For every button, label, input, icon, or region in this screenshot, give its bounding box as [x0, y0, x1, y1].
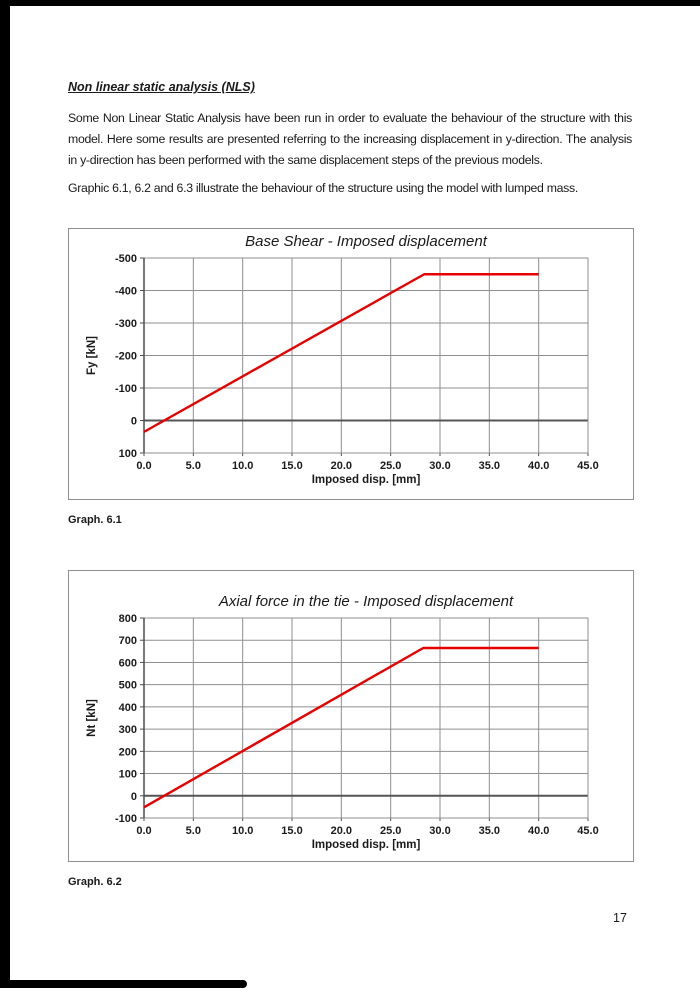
axial-force-chart-svg: [69, 571, 633, 861]
section-heading: Non linear static analysis (NLS): [68, 80, 255, 94]
x-tick-label: 5.0: [185, 460, 201, 472]
x-tick-label: 30.0: [429, 825, 451, 837]
x-tick-label: 10.0: [231, 825, 254, 837]
x-tick-label: 35.0: [478, 460, 501, 472]
chart-title: Base Shear - Imposed displacement: [245, 233, 487, 250]
scan-edge-top: [0, 0, 700, 6]
plot-area: [86, 233, 599, 486]
y-axis-title: Fy [kN]: [86, 336, 98, 375]
x-tick-label: 5.0: [185, 825, 201, 837]
y-tick-label: -100: [114, 813, 137, 825]
y-tick-label: 0: [130, 415, 137, 428]
x-tick-label: 20.0: [330, 460, 353, 472]
x-tick-label: 15.0: [281, 825, 303, 837]
y-tick-label: 500: [118, 679, 137, 692]
body-paragraph: Some Non Linear Static Analysis have been run in order to evaluate the behaviour of the structure with this model. Here some results are presented referring to the increasing displacement in y-direction. The analysis in y-direction has been performed with the same displacement steps of the previous models.: [68, 111, 632, 167]
x-tick-label: 25.0: [379, 825, 402, 837]
body-paragraph: Graphic 6.1, 6.2 and 6.3 illustrate the behaviour of the structure using the model with lumped mass.: [68, 181, 578, 195]
y-tick-label: -500: [114, 253, 137, 265]
x-tick-label: 35.0: [478, 825, 501, 837]
x-tick-label: 15.0: [281, 460, 303, 472]
x-tick-label: 30.0: [429, 460, 451, 472]
scan-edge-bottom: [7, 980, 247, 988]
page-number: 17: [613, 911, 627, 925]
base-shear-chart-svg: [69, 229, 633, 499]
y-tick-label: 0: [130, 790, 137, 803]
plot-area: [86, 593, 599, 851]
x-tick-label: 25.0: [379, 460, 402, 472]
x-tick-label: 45.0: [577, 460, 599, 472]
y-tick-label: -300: [114, 318, 137, 330]
x-tick-label: 40.0: [527, 825, 550, 837]
x-tick-label: 10.0: [231, 460, 254, 472]
x-axis-title: Imposed disp. [mm]: [311, 474, 421, 486]
chart-axial-force: [68, 570, 634, 862]
y-tick-label: 600: [118, 657, 137, 670]
y-tick-label: 300: [118, 724, 137, 737]
y-tick-label: 100: [118, 768, 137, 781]
y-tick-label: 100: [118, 448, 137, 460]
y-tick-label: -200: [114, 350, 137, 363]
y-tick-label: -100: [114, 383, 137, 395]
x-tick-label: 20.0: [330, 825, 353, 837]
x-tick-label: 0.0: [136, 825, 152, 837]
y-tick-label: -400: [114, 285, 137, 298]
chart-title: Axial force in the tie - Imposed displacement: [218, 593, 514, 610]
scan-edge-left: [0, 0, 10, 988]
chart-base-shear: [68, 228, 634, 500]
x-tick-label: 0.0: [136, 460, 152, 472]
y-tick-label: 700: [118, 635, 137, 648]
y-axis-title: Nt [kN]: [86, 699, 98, 737]
figure-caption: Graph. 6.1: [68, 514, 122, 526]
y-tick-label: 800: [118, 613, 137, 625]
y-tick-label: 400: [118, 701, 137, 714]
x-tick-label: 40.0: [527, 460, 550, 472]
figure-caption: Graph. 6.2: [68, 876, 122, 888]
x-axis-title: Imposed disp. [mm]: [311, 839, 421, 851]
x-tick-label: 45.0: [577, 825, 599, 837]
y-tick-label: 200: [118, 746, 137, 759]
